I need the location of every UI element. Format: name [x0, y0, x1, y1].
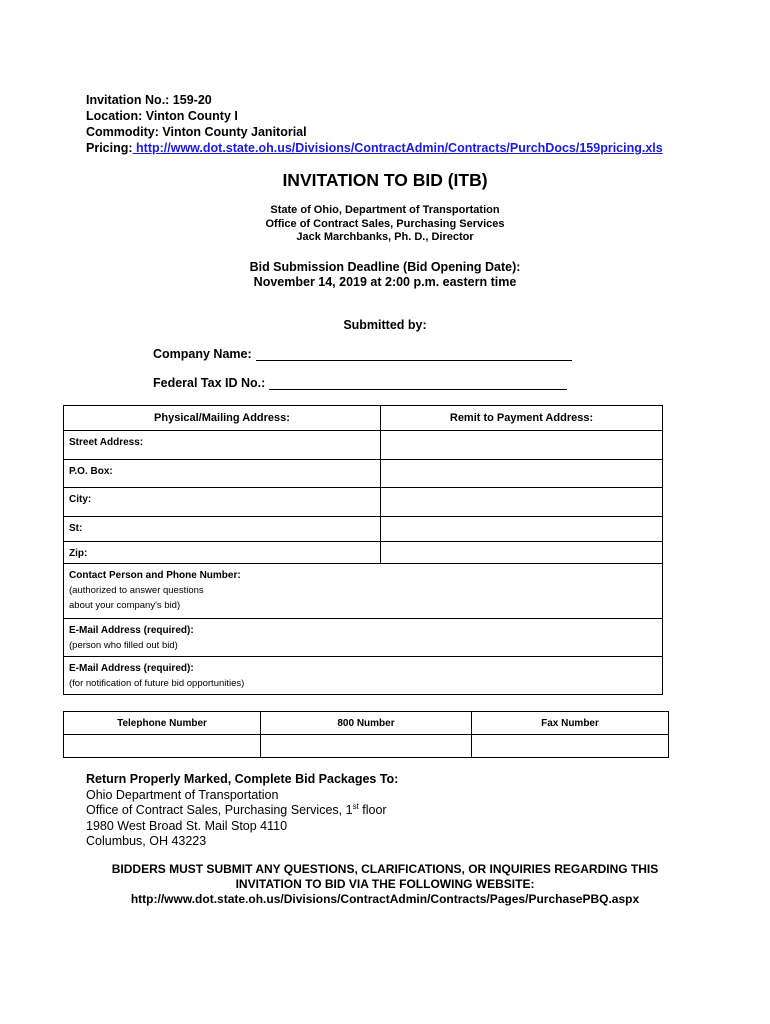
contact-note-1: (authorized to answer questions	[69, 585, 204, 596]
800-number-field[interactable]	[261, 735, 472, 758]
bidders-line-2: INVITATION TO BID VIA THE FOLLOWING WEBSITE:	[235, 877, 535, 891]
bidders-notice	[0, 862, 770, 907]
email-1-cell[interactable]	[64, 619, 663, 657]
contact-label: Contact Person and Phone Number:	[69, 570, 241, 581]
remit-zip-cell[interactable]	[381, 542, 663, 564]
commodity: Commodity: Vinton County Janitorial	[86, 125, 307, 139]
remit-city-cell[interactable]	[381, 488, 663, 517]
deadline-block	[0, 260, 770, 290]
city-label[interactable]: City:	[64, 488, 381, 517]
state-label[interactable]: St:	[64, 517, 381, 542]
fax-header: Fax Number	[472, 712, 669, 735]
submitted-by-label: Submitted by:	[343, 318, 427, 332]
page-title: INVITATION TO BID (ITB)	[282, 170, 488, 190]
email-2-label: E-Mail Address (required):	[69, 663, 194, 674]
invitation-number: Invitation No.: 159-20	[86, 93, 212, 107]
po-box-label[interactable]: P.O. Box:	[64, 460, 381, 488]
deadline-label: Bid Submission Deadline (Bid Opening Date):	[249, 260, 521, 274]
tax-id-field[interactable]	[269, 377, 567, 390]
tax-id-row	[153, 376, 567, 390]
company-name-row	[153, 347, 572, 361]
company-name-field[interactable]	[256, 348, 572, 361]
email-1-label: E-Mail Address (required):	[69, 625, 194, 636]
remit-address-header: Remit to Payment Address:	[381, 406, 663, 431]
tax-id-label: Federal Tax ID No.:	[153, 376, 266, 390]
phone-table	[63, 711, 669, 758]
contact-person-cell[interactable]	[64, 564, 663, 619]
telephone-header: Telephone Number	[64, 712, 261, 735]
pricing-link[interactable]: http://www.dot.state.oh.us/Divisions/ContractAdmin/Contracts/PurchDocs/159pricing.xls	[132, 141, 663, 155]
zip-label[interactable]: Zip:	[64, 542, 381, 564]
return-heading: Return Properly Marked, Complete Bid Packages To:	[86, 772, 399, 786]
remit-po-box-cell[interactable]	[381, 460, 663, 488]
org-line-2: Office of Contract Sales, Purchasing Services	[265, 217, 505, 230]
organization-block	[0, 204, 770, 245]
return-line-4: Columbus, OH 43223	[86, 834, 207, 848]
return-line-1: Ohio Department of Transportation	[86, 787, 279, 802]
fax-field[interactable]	[472, 735, 669, 758]
email-2-note: (for notification of future bid opportunities)	[69, 678, 245, 689]
pricing-label: Pricing:	[86, 141, 133, 155]
800-number-header: 800 Number	[261, 712, 472, 735]
physical-address-header: Physical/Mailing Address:	[64, 406, 381, 431]
telephone-field[interactable]	[64, 735, 261, 758]
remit-state-cell[interactable]	[381, 517, 663, 542]
document-header	[86, 92, 663, 156]
location: Location: Vinton County I	[86, 109, 238, 123]
org-line-1: State of Ohio, Department of Transportation	[270, 204, 500, 216]
email-2-cell[interactable]	[64, 657, 663, 695]
bidders-website-link[interactable]: http://www.dot.state.oh.us/Divisions/ContractAdmin/Contracts/Pages/PurchasePBQ.aspx	[130, 892, 640, 906]
street-address-label[interactable]: Street Address:	[64, 431, 381, 460]
return-line-3: 1980 West Broad St. Mail Stop 4110	[86, 818, 288, 833]
return-address-block	[86, 772, 398, 850]
company-name-label: Company Name:	[153, 347, 252, 361]
remit-street-cell[interactable]	[381, 431, 663, 460]
contact-note-2: about your company's bid)	[69, 600, 181, 611]
bidders-line-1: BIDDERS MUST SUBMIT ANY QUESTIONS, CLARIFICATIONS, OR INQUIRIES REGARDING THIS	[111, 862, 659, 876]
org-line-3: Jack Marchbanks, Ph. D., Director	[296, 231, 474, 243]
return-line-2: Office of Contract Sales, Purchasing Services, 1st floor	[86, 801, 387, 817]
email-1-note: (person who filled out bid)	[69, 640, 178, 651]
address-table	[63, 405, 663, 695]
deadline-date: November 14, 2019 at 2:00 p.m. eastern time	[253, 275, 517, 289]
pricing-line	[86, 140, 663, 156]
